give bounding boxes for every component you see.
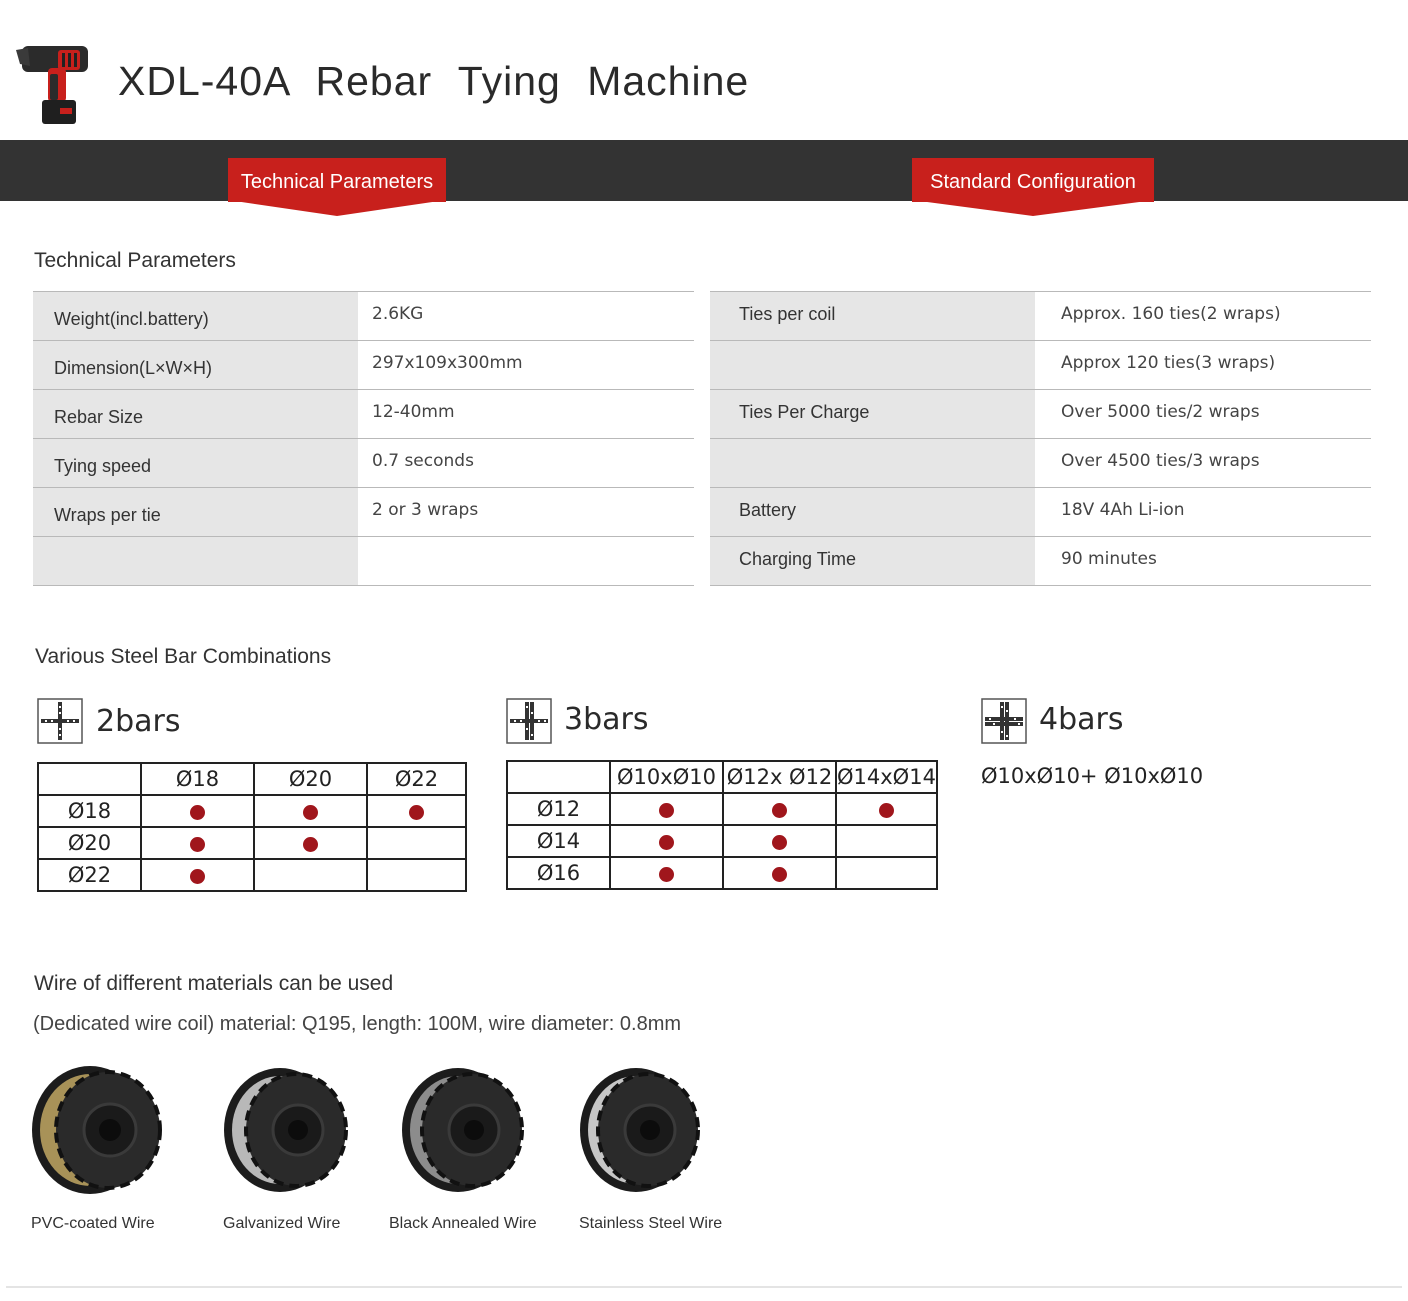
two-bars-table — [37, 762, 467, 892]
params-table-right — [710, 291, 1371, 586]
param-key: Ties per coil — [710, 292, 1035, 340]
coil-label: Black Annealed Wire — [389, 1215, 537, 1232]
row-label: Ø12 — [507, 793, 610, 825]
param-value: 18V 4Ah Li-ion — [1061, 500, 1185, 520]
mark-cell — [254, 795, 367, 827]
params-row — [710, 488, 1371, 537]
table-header-cell: Ø20 — [254, 763, 367, 795]
four-bars-cross-icon — [981, 698, 1027, 744]
four-bars-label: 4bars — [1039, 702, 1124, 737]
mark-cell — [723, 825, 836, 857]
table-header-cell: Ø14xØ14 — [836, 761, 937, 793]
compatible-dot — [303, 837, 318, 852]
param-value: Approx. 160 ties(2 wraps) — [1061, 304, 1281, 324]
mark-cell — [367, 795, 466, 827]
params-row — [33, 439, 694, 488]
table-row — [507, 825, 937, 857]
mark-cell — [141, 827, 254, 859]
mark-cell — [836, 825, 937, 857]
three-bars-cross-icon — [506, 698, 552, 744]
section-tab-bar — [0, 140, 1408, 201]
combinations-heading: Various Steel Bar Combinations — [35, 645, 332, 668]
four-bars-combination: Ø10xØ10+ Ø10xØ10 — [981, 764, 1204, 788]
wire-coil-image — [30, 1062, 166, 1198]
params-row — [710, 537, 1371, 586]
mark-cell — [254, 827, 367, 859]
two-bars-cross-icon — [37, 698, 83, 744]
tab-pointer — [912, 200, 1154, 216]
table-header-row — [38, 763, 466, 795]
wire-coil-image — [398, 1062, 534, 1198]
param-value: Over 5000 ties/2 wraps — [1061, 402, 1260, 422]
three-bars-table — [506, 760, 938, 890]
table-row — [38, 795, 466, 827]
row-label: Ø14 — [507, 825, 610, 857]
rebar-tying-tool-icon — [14, 40, 94, 128]
param-value: 0.7 seconds — [372, 451, 474, 471]
mark-cell — [610, 825, 723, 857]
table-header-cell: Ø12x Ø12 — [723, 761, 836, 793]
params-row — [33, 341, 694, 390]
param-key: Charging Time — [710, 537, 1035, 585]
compatible-dot — [659, 835, 674, 850]
param-key: Dimension(L×W×H) — [33, 341, 358, 389]
row-label: Ø16 — [507, 857, 610, 889]
param-value: 2.6KG — [372, 304, 424, 324]
mark-cell — [836, 857, 937, 889]
row-label: Ø20 — [38, 827, 141, 859]
params-table-left — [33, 291, 694, 586]
param-key: Tying speed — [33, 439, 358, 487]
mark-cell — [254, 859, 367, 891]
tab-technical-parameters[interactable]: Technical Parameters — [228, 158, 446, 202]
table-header-cell: Ø10xØ10 — [610, 761, 723, 793]
params-row — [33, 488, 694, 537]
mark-cell — [723, 793, 836, 825]
param-key: Weight(incl.battery) — [33, 292, 358, 340]
mark-cell — [367, 827, 466, 859]
mark-cell — [367, 859, 466, 891]
wire-coil-image — [576, 1062, 712, 1198]
mark-cell — [836, 793, 937, 825]
table-row — [507, 793, 937, 825]
param-key: Rebar Size — [33, 390, 358, 438]
tab-pointer — [228, 200, 446, 216]
table-row — [38, 827, 466, 859]
table-header-cell: Ø18 — [141, 763, 254, 795]
param-key: Wraps per tie — [33, 488, 358, 536]
table-header-cell — [507, 761, 610, 793]
param-value: 297x109x300mm — [372, 353, 523, 373]
params-row — [710, 292, 1371, 341]
coil-label: Stainless Steel Wire — [579, 1215, 723, 1232]
params-row — [710, 390, 1371, 439]
table-header-cell: Ø22 — [367, 763, 466, 795]
param-key: Battery — [710, 488, 1035, 536]
three-bars-label: 3bars — [564, 702, 649, 737]
table-row — [507, 857, 937, 889]
params-row — [33, 390, 694, 439]
mark-cell — [141, 795, 254, 827]
param-key — [710, 439, 1035, 487]
compatible-dot — [772, 835, 787, 850]
param-key — [710, 341, 1035, 389]
wire-heading: Wire of different materials can be used — [34, 972, 394, 995]
params-row — [33, 537, 694, 586]
params-row — [710, 439, 1371, 488]
two-bars-label: 2bars — [96, 704, 181, 739]
compatible-dot — [659, 867, 674, 882]
compatible-dot — [190, 805, 205, 820]
param-value: 2 or 3 wraps — [372, 500, 479, 520]
params-row — [33, 292, 694, 341]
wire-coil-image — [220, 1062, 356, 1198]
param-value: 90 minutes — [1061, 549, 1157, 569]
table-header-row — [507, 761, 937, 793]
param-key — [33, 537, 358, 585]
footer-divider — [6, 1286, 1402, 1288]
mark-cell — [610, 857, 723, 889]
mark-cell — [723, 857, 836, 889]
compatible-dot — [659, 803, 674, 818]
params-row — [710, 341, 1371, 390]
tech-params-heading: Technical Parameters — [34, 249, 236, 272]
row-label: Ø22 — [38, 859, 141, 891]
compatible-dot — [772, 867, 787, 882]
coil-label: PVC-coated Wire — [31, 1215, 155, 1232]
coil-label: Galvanized Wire — [223, 1215, 341, 1232]
compatible-dot — [879, 803, 894, 818]
tab-standard-configuration[interactable]: Standard Configuration — [912, 158, 1154, 202]
compatible-dot — [190, 869, 205, 884]
row-label: Ø18 — [38, 795, 141, 827]
param-key: Ties Per Charge — [710, 390, 1035, 438]
param-value: Over 4500 ties/3 wraps — [1061, 451, 1260, 471]
compatible-dot — [190, 837, 205, 852]
compatible-dot — [303, 805, 318, 820]
param-value: Approx 120 ties(3 wraps) — [1061, 353, 1276, 373]
param-value: 12-40mm — [372, 402, 455, 422]
compatible-dot — [772, 803, 787, 818]
compatible-dot — [409, 805, 424, 820]
wire-description: (Dedicated wire coil) material: Q195, length: 100M, wire diameter: 0.8mm — [33, 1013, 682, 1035]
mark-cell — [141, 859, 254, 891]
page-title: XDL-40A Rebar Tying Machine — [118, 58, 750, 104]
table-header-cell — [38, 763, 141, 795]
table-row — [38, 859, 466, 891]
mark-cell — [610, 793, 723, 825]
